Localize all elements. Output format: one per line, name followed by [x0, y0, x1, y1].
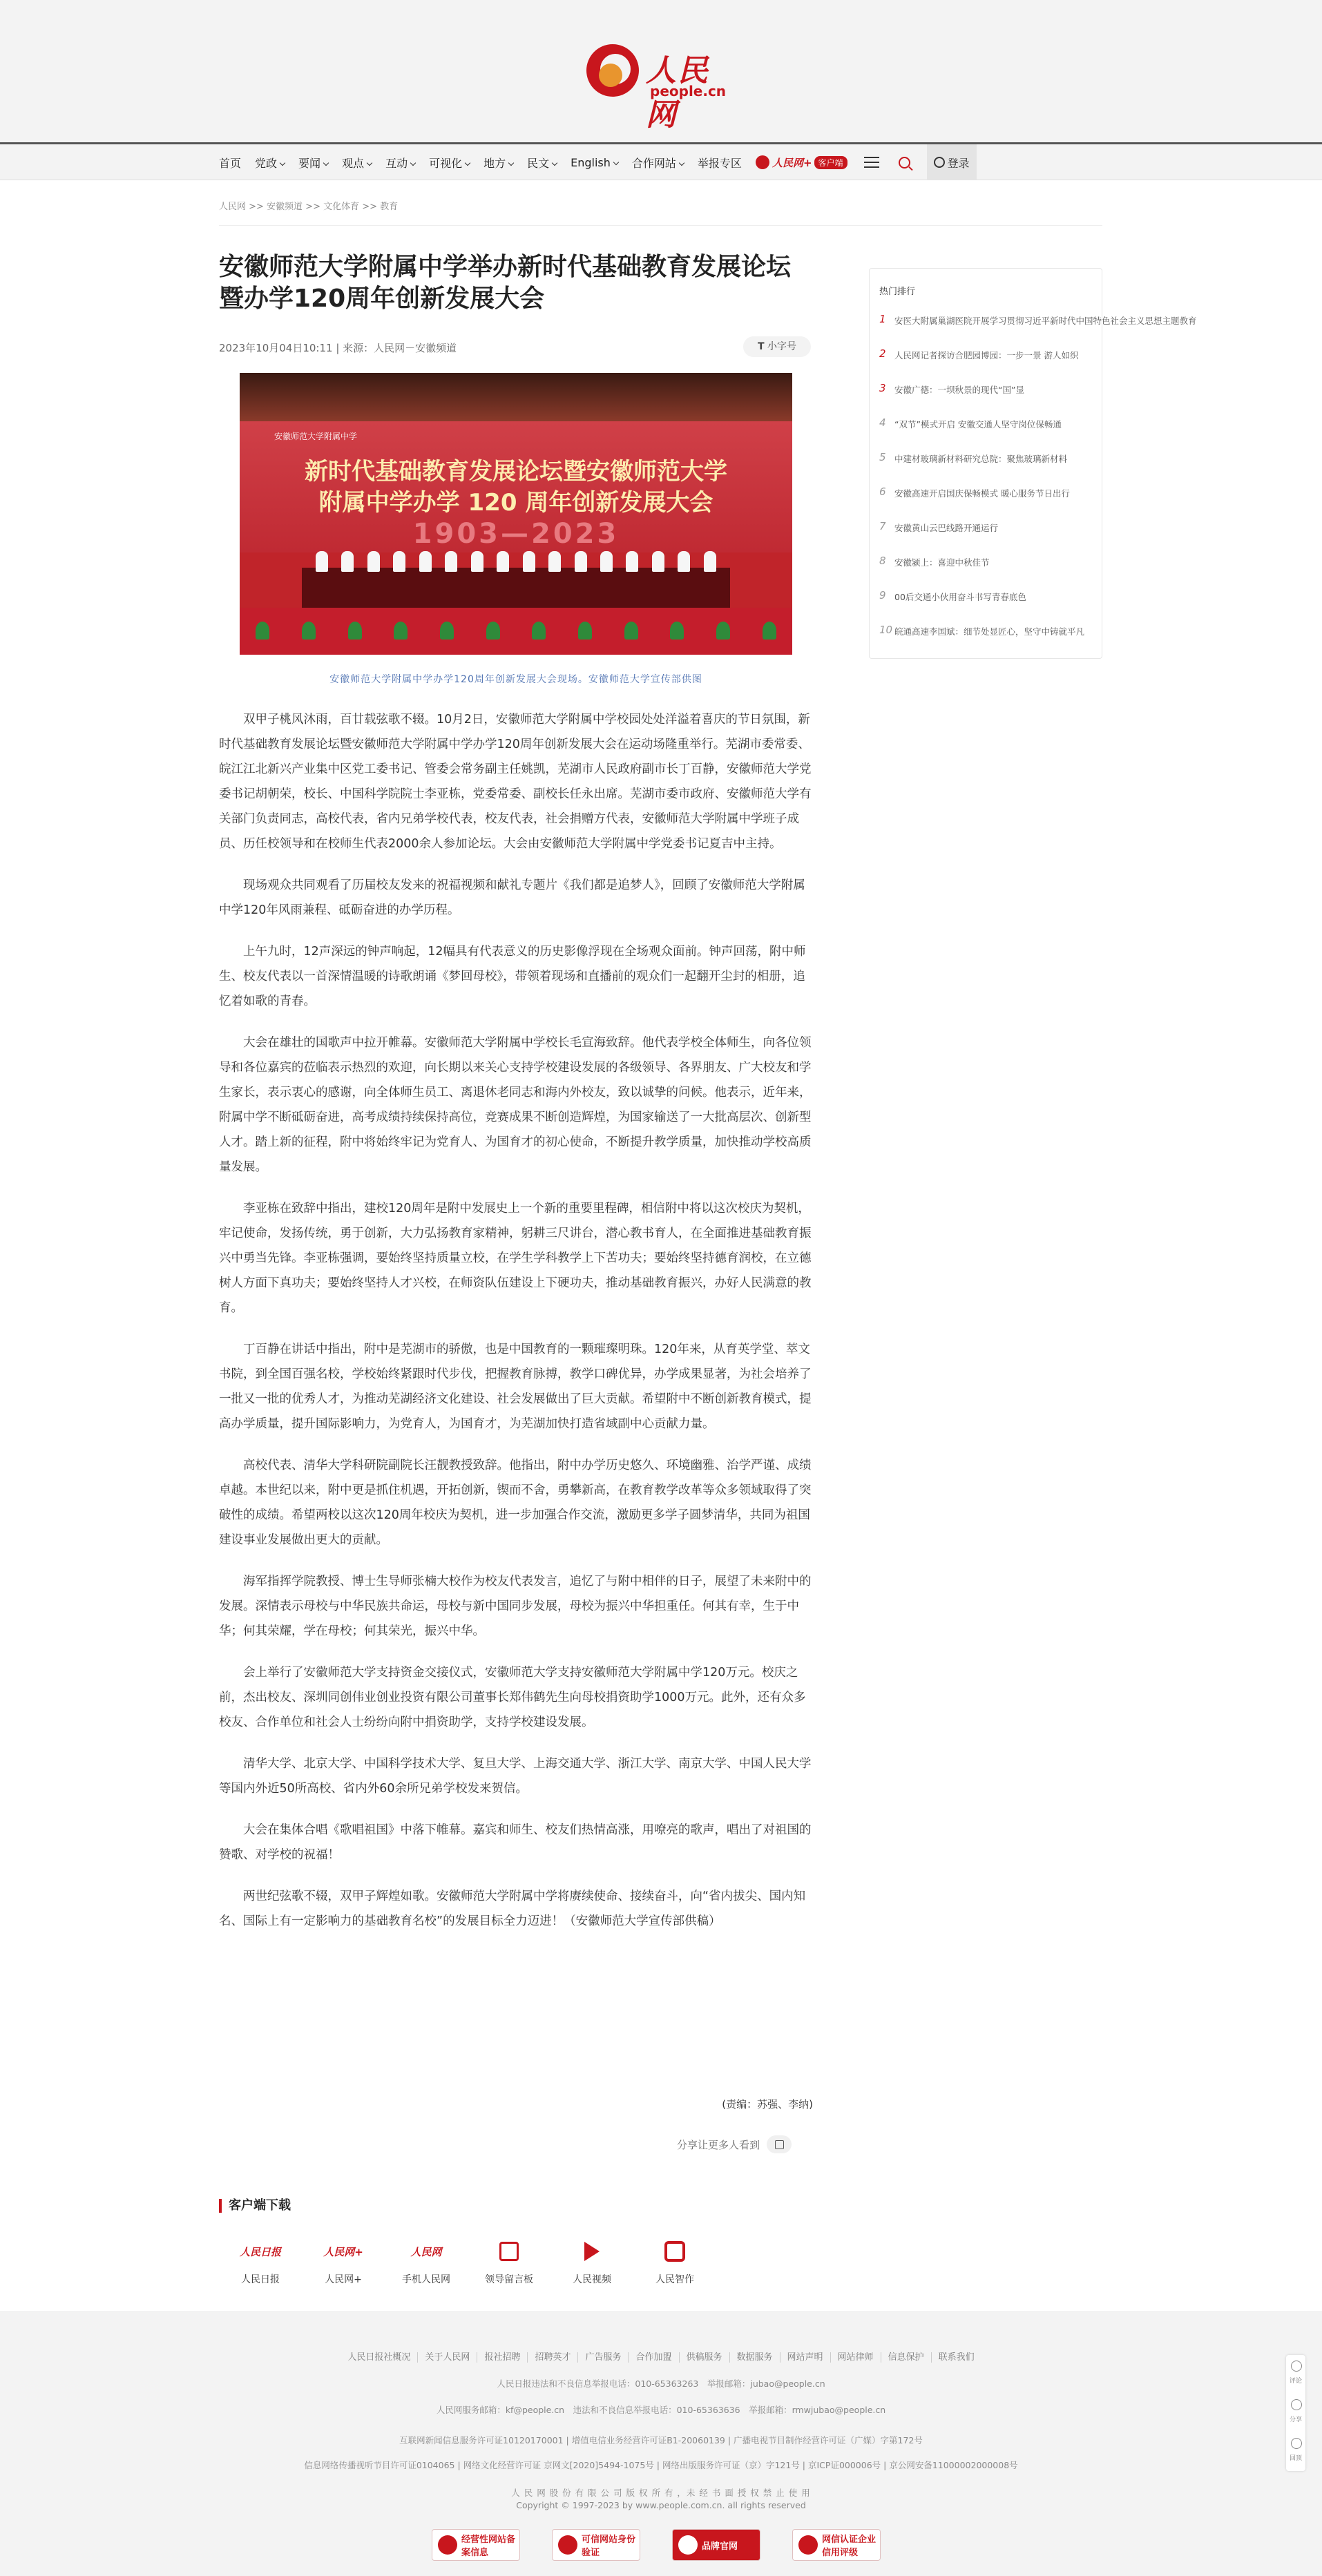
- nav-label: 可视化: [429, 156, 463, 170]
- footer-link[interactable]: 合作加盟: [629, 2352, 679, 2363]
- client-pill: 客户端: [814, 156, 847, 169]
- share-bar: [677, 2135, 792, 2153]
- photo-plants: [240, 622, 792, 640]
- article-paragraph: 海军指挥学院教授、博士生导师张楠大校作为校友代表发言，追忆了与附中相伴的日子，展望了未来附中的发展。深情表示母校与中华民族共命运，母校与新中国同步发展，母校为振兴中华担重任。何其有幸，生于中华；何其荣耀，学在母校；何其荣光，振兴中华。: [219, 1575, 812, 1638]
- badge-icon: [558, 2535, 577, 2555]
- chevron-down-icon: [367, 160, 372, 165]
- download-label: 人民智作: [655, 2274, 694, 2285]
- article-paragraph: 双甲子桃风沐雨，百廿载弦歌不辍。10月2日，安徽师范大学附属中学校园处处洋溢着喜庆的节日氛围，新时代基础教育发展论坛暨安徽师范大学附属中学办学120周年创新发展大会在运动场隆重举行。芜湖市委常委、皖江江北新兴产业集中区党工委书记、管委会常务副主任姚凯，芜湖市人民政府副市长丁百静，安徽师范大学党委书记胡朝荣，校长、中国科学院院士李亚栋，党委常委、副校长任永出席。芜湖市委市政府、安徽师范大学有关部门负责同志，高校代表，省内兄弟学校代表，校友代表，社会捐赠方代表，安徽师范大学附属中学班子成员、历任校领导和在校师生代表2000余人参加论坛。大会由安徽师范大学附属中学党委书记夏吉中主持。: [219, 713, 812, 851]
- client-download-badge[interactable]: [756, 155, 847, 170]
- article-paragraph: 两世纪弦歌不辍，双甲子辉煌如歌。安徽师范大学附属中学将赓续使命、接续奋斗，向“省内拔尖、国内知名、国际上有一定影响力的基础教育名校”的发展目标全力迈进！（安徽师范大学宣传部供稿）: [219, 1890, 806, 1928]
- list-item[interactable]: [879, 520, 1093, 555]
- font-size-label: 小字号: [767, 341, 796, 352]
- nav-label: 民文: [527, 156, 550, 170]
- article-paragraph: 会上举行了安徽师范大学支持资金交接仪式，安徽师范大学支持安徽师范大学附属中学120万元。校庆之前，杰出校友、深圳同创伟业创业投资有限公司董事长郑伟鹤先生向母校捐资助学1000万元。此外，还有众多校友、合作单位和社会人士纷纷向附中捐资助学，支持学校建设发展。: [219, 1666, 806, 1729]
- nav-item-opinion[interactable]: [342, 155, 372, 171]
- download-message-board[interactable]: [468, 2238, 550, 2286]
- download-people-zhizuo[interactable]: [633, 2238, 716, 2286]
- photo-banner-years: 1903—2023: [412, 518, 620, 550]
- photo-banner-line1: 新时代基础教育发展论坛暨安徽师范大学: [305, 458, 727, 486]
- badge-icon: [678, 2535, 698, 2555]
- rank-number: 5: [879, 451, 886, 463]
- footer-link[interactable]: 报社招聘: [477, 2352, 528, 2363]
- nav-item-local[interactable]: [483, 155, 513, 171]
- client-logo-icon: [756, 155, 769, 169]
- hot-ranking-list: [879, 313, 1197, 658]
- nav-label: 要闻: [298, 156, 321, 170]
- article-editor: (责编：苏强、李纳): [722, 2098, 813, 2111]
- share-label: 分享让更多人看到: [677, 2138, 760, 2151]
- divider: [219, 225, 1102, 226]
- rank-text: 00后交通小伙用奋斗书写青春底色: [894, 592, 1026, 602]
- nav-label: 观点: [342, 156, 365, 170]
- mobile-people-icon: 人民网: [410, 2245, 442, 2258]
- article-paragraph: 大会在雄壮的国歌声中拉开帷幕。安徽师范大学附属中学校长毛宣海致辞。他代表学校全体师生，向各位领导和各位嘉宾的莅临表示热烈的欢迎，向长期以来关心支持学校建设发展的各级领导、各界朋友、广大校友和学生家长，表示衷心的感谢，向全体师生员工、离退休老同志和海内外校友，致以诚挚的问候。他表示，近年来，附属中学不断砥砺奋进，高考成绩持续保持高位，竞赛成果不断创造辉煌，为国家输送了一大批高层次、创新型人才。踏上新的征程，附中将始终牢记为党育人、为国育才的初心使命，不断提升教学质量，加快推动学校高质量发展。: [219, 1036, 812, 1174]
- nav-item-english[interactable]: [571, 156, 618, 169]
- article-meta: 2023年10月04日10:11 | 来源：人民网－安徽频道: [219, 342, 457, 354]
- main-nav: [0, 144, 1322, 180]
- badge-label: 经营性网站备案信息: [461, 2535, 516, 2558]
- list-item[interactable]: [879, 347, 1093, 382]
- article-paragraph: 丁百静在讲话中指出，附中是芜湖市的骄傲，也是中国教育的一颗璀璨明珠。120年来，从育英学堂、萃文书院，到全国百强名校，学校始终紧跟时代步伐，把握教育脉搏，教学口碑优异，办学成果显著，为社会培养了一批又一批的优秀人才，为推动芜湖经济文化建设、社会发展做出了巨大贡献。希望附中不断创新教育模式，提高办学质量，提升国际影响力，为党育人，为国育才，为芜湖加快打造省域副中心贡献力量。: [219, 1343, 812, 1431]
- people-plus-icon: 人民网+: [323, 2245, 363, 2258]
- chevron-down-icon: [613, 159, 619, 164]
- list-item[interactable]: [879, 451, 1093, 486]
- nav-item-minority[interactable]: [527, 155, 557, 171]
- message-board-icon: [499, 2242, 519, 2261]
- downloads-title: 客户端下载: [219, 2199, 291, 2213]
- chevron-down-icon: [465, 160, 470, 165]
- article-title: 安徽师范大学附属中学举办新时代基础教育发展论坛暨办学120周年创新发展大会: [219, 253, 792, 313]
- nav-item-partners[interactable]: [632, 155, 684, 171]
- download-label: 手机人民网: [402, 2274, 450, 2285]
- badge-label: 网信认证企业信用评级: [822, 2535, 876, 2558]
- list-item[interactable]: [879, 416, 1093, 451]
- download-people-plus[interactable]: [302, 2238, 385, 2286]
- rank-text: 安徽黄山云巴线路开通运行: [894, 523, 999, 533]
- comment-button[interactable]: 评论: [1286, 2355, 1305, 2394]
- footer-license-line: 互联网新闻信息服务许可证10120170001 | 增值电信业务经营许可证B1-20060139 | 广播电视节目制作经营许可证（广媒）字第172号: [399, 2435, 923, 2445]
- download-label: 人民日报: [241, 2274, 280, 2285]
- rank-text: 安徽颍上：喜迎中秋佳节: [894, 557, 990, 568]
- footer-link[interactable]: 供稿服务: [680, 2352, 730, 2363]
- badge-brand[interactable]: [672, 2529, 760, 2561]
- footer-license-line-2: 信息网络传播视听节目许可证0104065 | 网络文化经营许可证 京网文[2020]5494-1075号 | 网络出版服务许可证（京）字121号 | 京ICP证000006号 | 京公网安备11000002000008号: [304, 2460, 1018, 2470]
- article-paragraph: 现场观众共同观看了历届校友发来的祝福视频和献礼专题片《我们都是追梦人》，回顾了安徽师范大学附属中学120年风雨兼程、砥砺奋进的办学历程。: [219, 878, 805, 917]
- rank-number: 6: [879, 486, 886, 498]
- rank-text: 皖通高速李国斌：细节处显匠心，坚守中铸就平凡: [894, 626, 1085, 637]
- chevron-down-icon: [552, 160, 557, 165]
- rank-text: 安徽广德：一坝秋景的现代“国”显: [894, 385, 1024, 395]
- article-paragraph: 高校代表、清华大学科研院副院长汪靓教授致辞。他指出，附中办学历史悠久、环境幽雅、治学严谨、成绩卓越。本世纪以来，附中更是抓住机遇，开拓创新，锲而不舍，勇攀新高，在教育教学改革等众多领域取得了突破性的成绩。希望两校以这次120周年校庆为契机，进一步加强合作交流，激励更多学子圆梦清华，共同为祖国建设事业发展做出更大的贡献。: [219, 1459, 812, 1547]
- rank-text: “双节”模式开启 安徽交通人坚守岗位保畅通: [894, 419, 1062, 430]
- footer-link[interactable]: 广告服务: [578, 2352, 629, 2363]
- chevron-down-icon: [679, 160, 684, 165]
- people-logo[interactable]: [586, 43, 738, 133]
- nav-label: 举报专区: [697, 156, 742, 170]
- downloads-row: [219, 2238, 716, 2286]
- rank-text: 安徽高速开启国庆保畅模式 暖心服务节日出行: [894, 488, 1070, 499]
- photo-banner-tag: 安徽师范大学附属中学: [274, 432, 358, 441]
- rank-text: 安医大附属巢湖医院开展学习贯彻习近平新时代中国特色社会主义思想主题教育: [894, 316, 1197, 326]
- badge-icon: [438, 2535, 457, 2555]
- photo-banner-line2: 附属中学办学 120 周年创新发展大会: [318, 489, 713, 517]
- article-photo: [240, 373, 792, 655]
- footer-links: [0, 2349, 1322, 2363]
- article-paragraph: 李亚栋在致辞中指出，建校120周年是附中发展史上一个新的重要里程碑，相信附中将以这次校庆为契机，牢记使命，发扬传统，勇于创新，大力弘扬教育家精神，躬耕三尺讲台，潜心教书育人，在全面推进基础教育振兴中勇当先锋。李亚栋强调，要始终坚持质量立校，在学生学科教学上下苦功夫；要始终坚持德育润校，在立德树人方面下真功夫；要始终坚持人才兴校，在师资队伍建设上下硬功夫，推动基础教育振兴，办好人民满意的教育。: [219, 1202, 812, 1315]
- login-label: 登录: [947, 156, 970, 170]
- footer-link[interactable]: 关于人民网: [418, 2352, 477, 2363]
- people-daily-icon: 人民日报: [239, 2245, 281, 2258]
- photo-caption: 安徽师范大学附属中学办学120周年创新发展大会现场。安徽师范大学宣传部供图: [329, 674, 702, 685]
- nav-item-home[interactable]: [219, 155, 241, 171]
- article-paragraph: 大会在集体合唱《歌唱祖国》中落下帷幕。嘉宾和师生、校友们热情高涨，用嘹亮的歌声，唱出了对祖国的赞歌、对学校的祝福！: [219, 1823, 812, 1862]
- badge-credit[interactable]: [792, 2529, 881, 2561]
- float-toolbar: [1286, 2355, 1305, 2471]
- badge-label: 品牌官网: [702, 2541, 738, 2552]
- footer-badges: [432, 2529, 912, 2561]
- footer-copyright-cn: 人 民 网 股 份 有 限 公 司 版 权 所 有 ，未 经 书 面 授 权 禁 止 使 用: [511, 2488, 811, 2498]
- download-people-daily[interactable]: [219, 2238, 302, 2286]
- hot-ranking-title: 热门排行: [879, 287, 916, 297]
- download-mobile-people[interactable]: [385, 2238, 468, 2286]
- hot-ranking-panel: [869, 268, 1197, 659]
- chevron-down-icon: [508, 160, 514, 165]
- nav-item-visual[interactable]: [429, 155, 470, 171]
- rank-number: 10: [879, 624, 893, 636]
- chevron-down-icon: [280, 160, 285, 165]
- footer-link[interactable]: 招聘英才: [528, 2352, 578, 2363]
- footer-service-line: 人民网服务邮箱：kf@people.cn 违法和不良信息举报电话：010-65363636 举报邮箱：rmwjubao@people.cn: [436, 2405, 886, 2415]
- list-item[interactable]: [879, 589, 1093, 624]
- rank-number: 3: [879, 382, 886, 394]
- share-icon[interactable]: [767, 2135, 792, 2153]
- play-icon: [584, 2242, 600, 2261]
- rank-number: 1: [879, 313, 886, 325]
- nav-label: English: [571, 155, 611, 169]
- list-item[interactable]: [879, 624, 1093, 658]
- download-label: 人民网+: [325, 2274, 362, 2285]
- badge-trusted[interactable]: [552, 2529, 640, 2561]
- footer-link[interactable]: 数据服务: [730, 2352, 780, 2363]
- share-float-button[interactable]: 分享: [1286, 2394, 1305, 2432]
- download-people-video[interactable]: [550, 2238, 633, 2286]
- rank-number: 4: [879, 416, 886, 429]
- menu-icon[interactable]: [864, 157, 879, 168]
- rank-number: 2: [879, 347, 886, 360]
- chevron-down-icon: [410, 160, 416, 165]
- user-icon: [934, 157, 945, 168]
- rank-number: 7: [879, 520, 886, 532]
- nav-label: 地方: [483, 156, 506, 170]
- nav-label: 首页: [219, 156, 242, 170]
- list-item[interactable]: [879, 313, 1197, 347]
- login-button[interactable]: [927, 144, 977, 180]
- search-icon[interactable]: [899, 157, 910, 169]
- list-item[interactable]: [879, 382, 1093, 416]
- nav-label: 互动: [385, 156, 408, 170]
- nav-item-interact[interactable]: [385, 155, 415, 171]
- list-item[interactable]: [879, 555, 1093, 589]
- nav-label: 党政: [255, 156, 278, 170]
- footer-link[interactable]: 网站律师: [831, 2352, 881, 2363]
- list-item[interactable]: [879, 486, 1093, 520]
- download-label: 人民视频: [573, 2274, 611, 2285]
- zhizuo-icon: [664, 2241, 685, 2262]
- logo-text-cn: 人民网: [646, 53, 709, 133]
- site-footer: [0, 2311, 1322, 2576]
- download-label: 领导留言板: [485, 2274, 533, 2285]
- client-logo-text: 人民网+: [772, 156, 812, 169]
- footer-link[interactable]: 人民日报社概况: [341, 2352, 418, 2363]
- rank-number: 9: [879, 589, 886, 602]
- font-size-icon: T: [757, 341, 765, 352]
- nav-label: 合作网站: [631, 156, 676, 170]
- rank-text: 中建材玻璃新材料研究总院：聚焦玻璃新材料: [894, 454, 1068, 464]
- footer-link[interactable]: 网站声明: [780, 2352, 831, 2363]
- article-paragraph: 上午九时，12声深远的钟声响起，12幅具有代表意义的历史影像浮现在全场观众面前。钟声回荡，附中师生、校友代表以一首深情温暖的诗歌朗诵《梦回母校》，带领着现场和直播前的观众们一起翻开尘封的相册，追忆着如歌的青春。: [219, 945, 806, 1008]
- footer-link[interactable]: 信息保护: [881, 2352, 932, 2363]
- font-size-button[interactable]: [743, 336, 811, 357]
- photo-people: [316, 551, 716, 576]
- article-paragraph: 清华大学、北京大学、中国科学技术大学、复旦大学、上海交通大学、浙江大学、南京大学、中国人民大学等国内外近50所高校、省内外60余所兄弟学校发来贺信。: [219, 1757, 812, 1796]
- logo-text-en: people.cn: [650, 83, 727, 99]
- chevron-down-icon: [323, 160, 329, 165]
- breadcrumb[interactable]: 人民网 >> 安徽频道 >> 文化体育 >> 教育: [219, 202, 399, 212]
- rank-number: 8: [879, 555, 886, 567]
- badge-icon: [798, 2535, 818, 2555]
- photo-sky: [240, 373, 792, 421]
- logo-swoosh-icon: [599, 64, 622, 87]
- nav-item-report[interactable]: [698, 155, 742, 171]
- footer-copyright-en: Copyright © 1997-2023 by www.people.com.cn. all rights reserved: [516, 2500, 806, 2510]
- footer-report-line: 人民日报违法和不良信息举报电话：010-65363263 举报邮箱：jubao@people.cn: [497, 2378, 825, 2389]
- header-band: [0, 0, 1322, 144]
- badge-label: 可信网站身份验证: [582, 2535, 636, 2558]
- rank-text: 人民网记者探访合肥园博园：一步一景 游人如织: [894, 350, 1079, 361]
- nav-item-party[interactable]: [255, 155, 285, 171]
- back-to-top-button[interactable]: 回顶: [1286, 2432, 1305, 2471]
- badge-record[interactable]: [432, 2529, 520, 2561]
- article-body: [219, 707, 813, 1950]
- nav-item-news[interactable]: [298, 155, 328, 171]
- footer-link[interactable]: 联系我们: [938, 2352, 975, 2363]
